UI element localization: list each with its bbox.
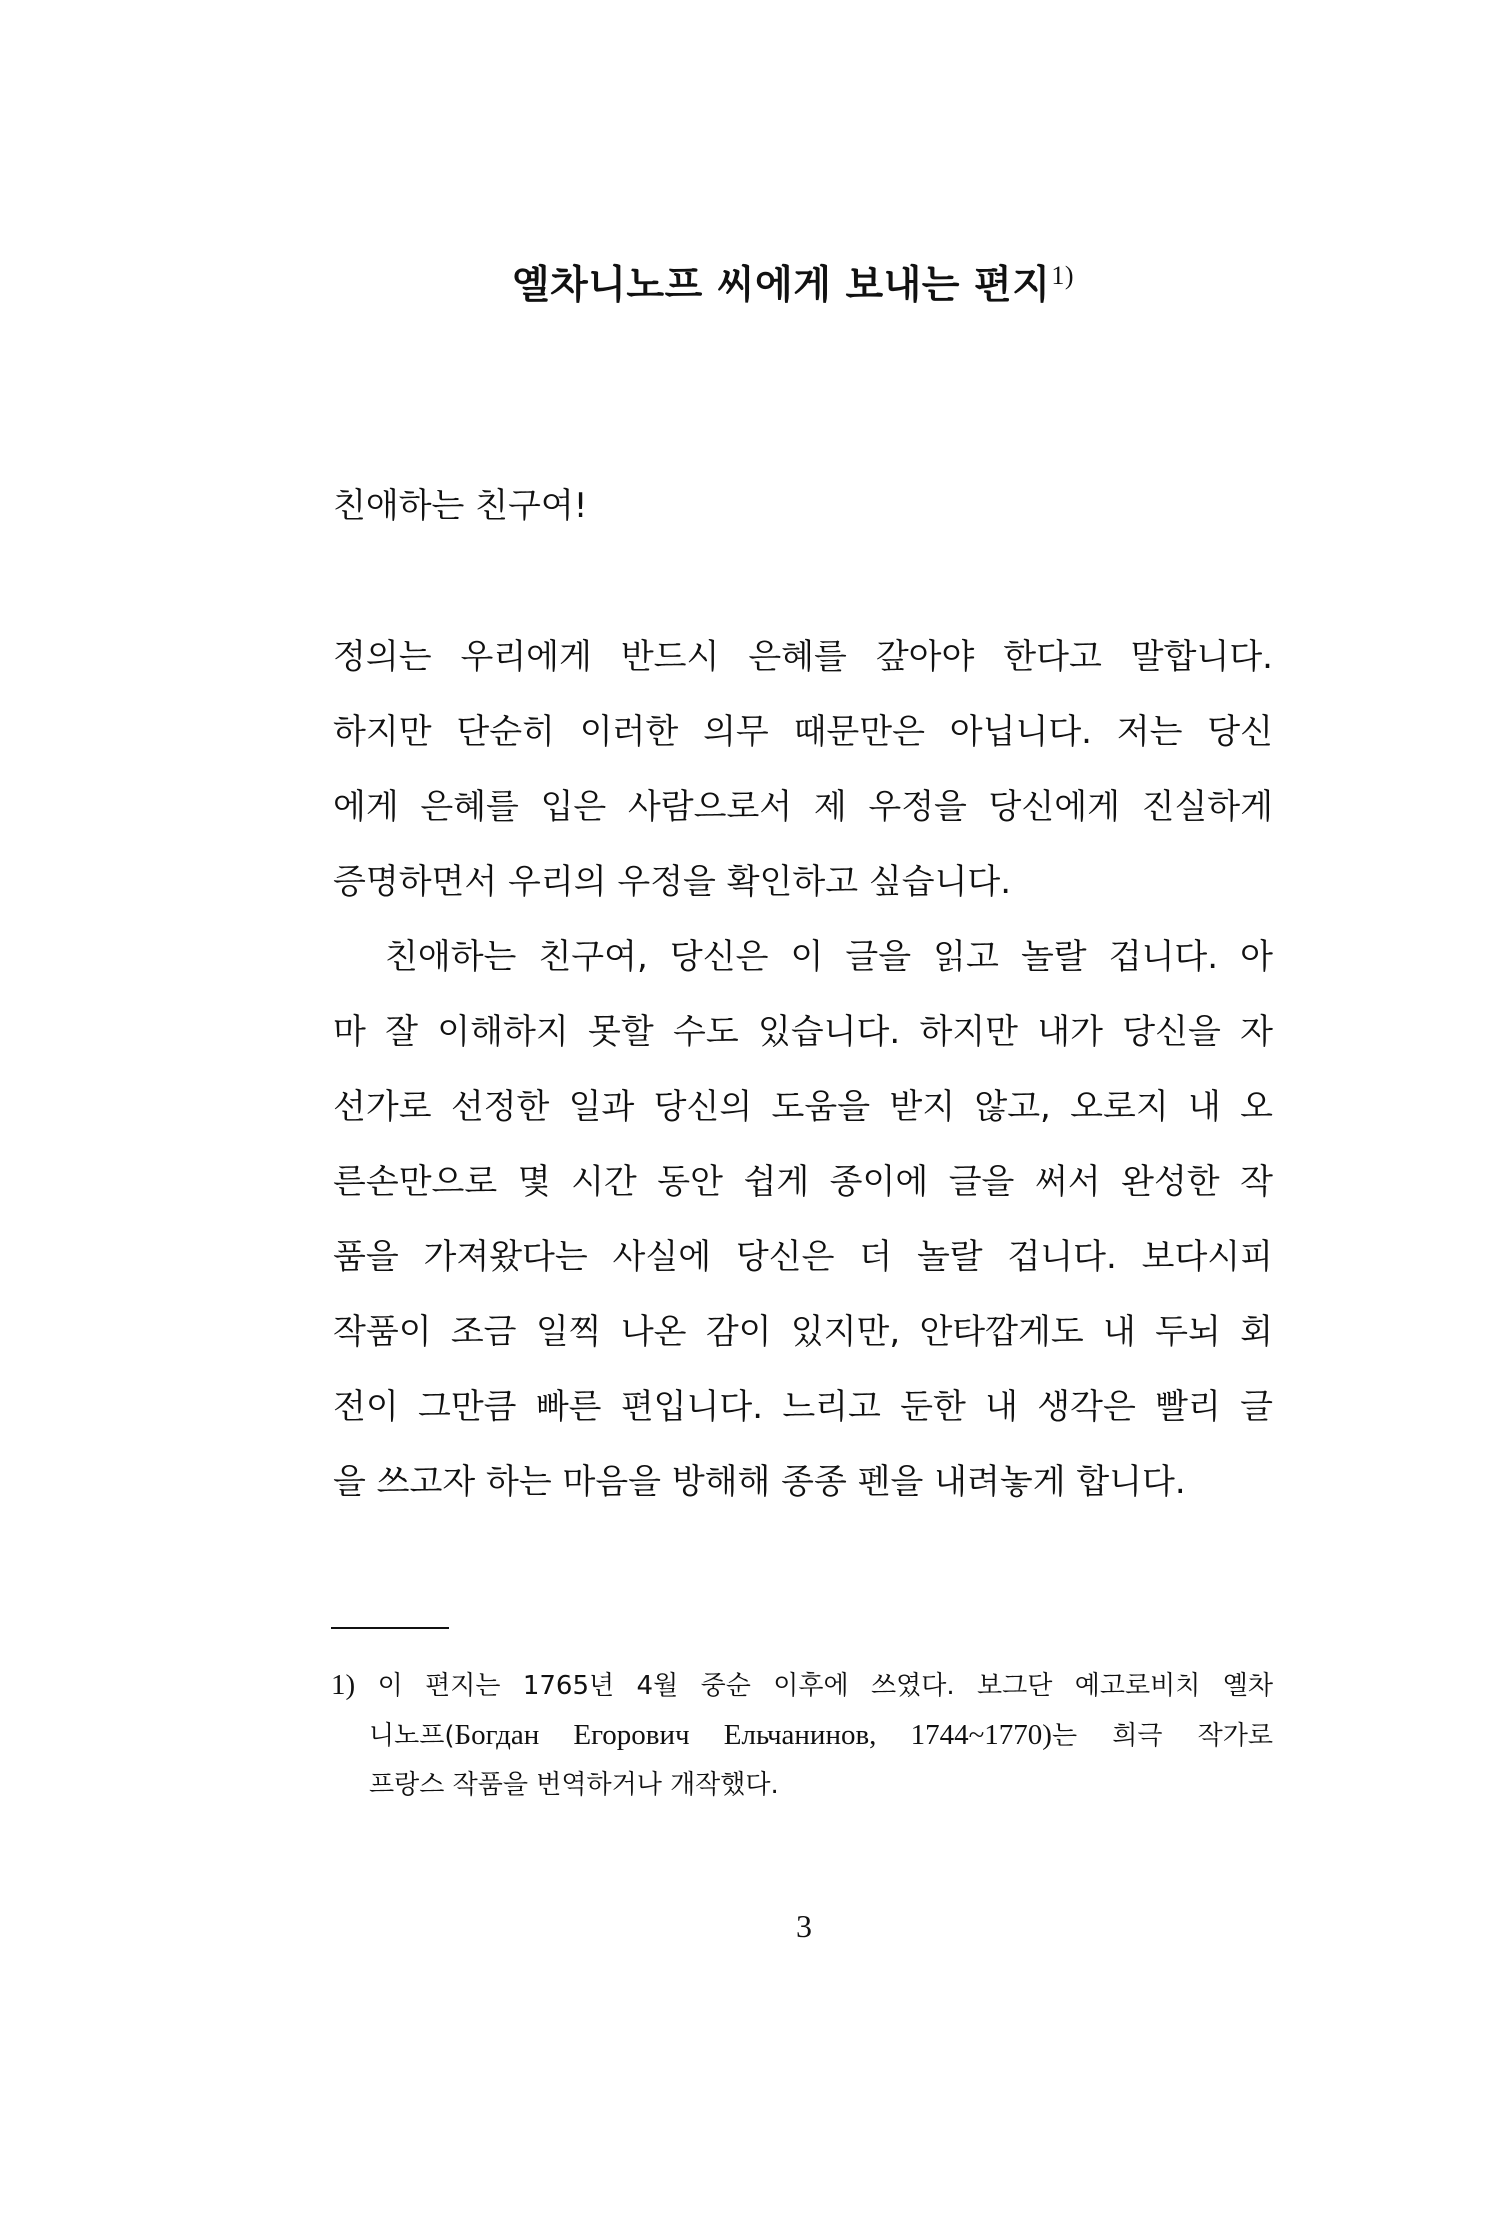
footnote-text: 니노프( <box>369 1721 455 1751</box>
text-line: 전이 그만큼 빠른 편입니다. 느리고 둔한 내 생각은 빨리 글 <box>333 1387 1273 1427</box>
text-line: 에게 은혜를 입은 사람으로서 제 우정을 당신에게 진실하게 <box>333 787 1273 827</box>
footnote-line <box>331 1660 1273 1710</box>
text-line: 증명하면서 우리의 우정을 확인하고 싶습니다. <box>333 862 1012 902</box>
text-line: 른손만으로 몇 시간 동안 쉽게 종이에 글을 써서 완성한 작 <box>333 1162 1273 1202</box>
footnote-text: 이 편지는 1765년 4월 중순 이후에 쓰였다. 보그단 예고로비치 옐차 <box>377 1671 1273 1701</box>
text-line: 을 쓰고자 하는 마음을 방해해 종종 펜을 내려놓게 합니다. <box>333 1462 1186 1502</box>
footnote-marker: 1) <box>331 1669 356 1701</box>
letter-greeting: 친애하는 친구여! <box>333 486 588 526</box>
footnote-text: 는 희극 작가로 <box>1051 1721 1273 1751</box>
paragraph-1 <box>333 620 1273 920</box>
footnote-separator <box>331 1627 449 1629</box>
title-text: 옐차니노프 씨에게 보내는 편지 <box>511 263 1051 308</box>
text-line: 친애하는 친구여, 당신은 이 글을 읽고 놀랄 겁니다. 아 <box>385 937 1273 977</box>
footnote-line: 프랑스 작품을 번역하거나 개작했다. <box>369 1770 779 1800</box>
text-line: 선가로 선정한 일과 당신의 도움을 받지 않고, 오로지 내 오 <box>333 1087 1273 1127</box>
text-line: 하지만 단순히 이러한 의무 때문만은 아닙니다. 저는 당신 <box>333 712 1273 752</box>
text-line: 마 잘 이해하지 못할 수도 있습니다. 하지만 내가 당신을 자 <box>333 1012 1273 1052</box>
footnote-russian-name: Богдан Егорович Ельчанинов, 1744~1770) <box>454 1719 1052 1751</box>
letter-body <box>333 620 1273 1520</box>
footnote-reference: 1) <box>1051 261 1075 290</box>
text-line: 품을 가져왔다는 사실에 당신은 더 놀랄 겁니다. 보다시피 <box>333 1237 1273 1277</box>
text-line: 작품이 조금 일찍 나온 감이 있지만, 안타깝게도 내 두뇌 회 <box>333 1312 1273 1352</box>
text-line: 정의는 우리에게 반드시 은혜를 갚아야 한다고 말합니다. <box>333 637 1273 677</box>
footnote-line <box>331 1710 1273 1760</box>
page-title <box>0 258 1512 314</box>
paragraph-2 <box>333 920 1273 1520</box>
footnote <box>331 1660 1273 1810</box>
page-number: 3 <box>796 1908 812 1944</box>
